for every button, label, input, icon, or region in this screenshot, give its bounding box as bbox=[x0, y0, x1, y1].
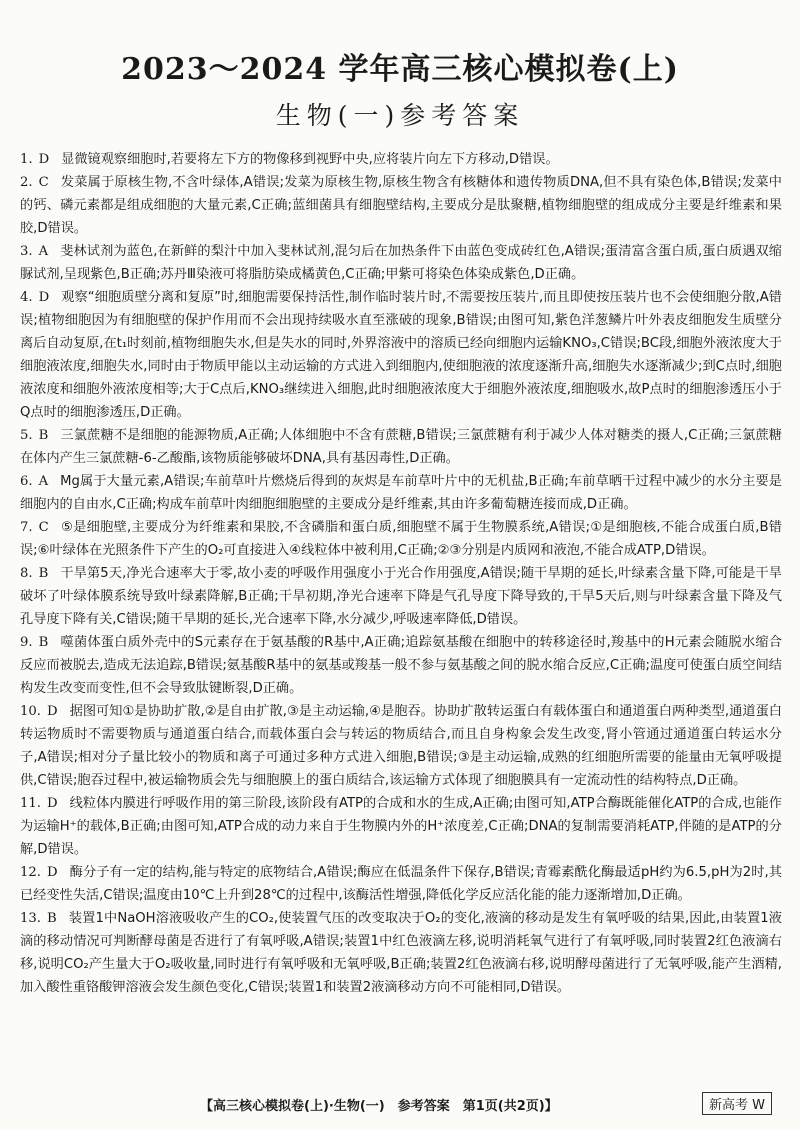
question-number: 7. bbox=[20, 520, 33, 535]
answer-choice: D bbox=[38, 290, 50, 305]
answer-choice: D bbox=[46, 704, 58, 719]
question-number: 9. bbox=[20, 635, 33, 650]
question-number: 1. bbox=[20, 152, 33, 167]
answer-choice: B bbox=[38, 428, 49, 443]
answer-explanation: 线粒体内膜进行呼吸作用的第三阶段,该阶段有ATP的合成和水的生成,A正确;由图可知,ATP合酶既能催化ATP的合成,也能作为运输H⁺的载体,B正确;由图可知,ATP合成的动力来自于生物膜内外的H⁺浓度差,C正确;DNA的复制需要消耗ATP,伴随的是ATP的分解,D错误。 bbox=[20, 796, 782, 857]
answer-choice: C bbox=[38, 520, 49, 535]
answer-list bbox=[20, 148, 782, 999]
answer-item bbox=[20, 631, 782, 700]
answer-explanation: 酶分子有一定的结构,能与特定的底物结合,A错误;酶应在低温条件下保存,B错误;青霉素酰化酶最适pH约为6.5,pH为2时,其已经变性失活,C错误;温度由10℃上升到28℃的过程中,该酶活性增强,降低化学反应活化能的能力逐渐增加,D正确。 bbox=[20, 865, 782, 903]
question-number: 6. bbox=[20, 474, 33, 489]
question-number: 11. bbox=[20, 796, 41, 811]
answer-item bbox=[20, 700, 782, 792]
answer-choice: C bbox=[38, 175, 49, 190]
answer-explanation: 发菜属于原核生物,不含叶绿体,A错误;发菜为原核生物,原核生物含有核糖体和遗传物质DNA,但不具有染色体,B错误;发菜中的钙、磷元素都是组成细胞的大量元素,C正确;蓝细菌具有细胞壁结构,主要成分是肽聚糖,植物细胞壁的组成成分主要是纤维素和果胶,D错误。 bbox=[20, 175, 782, 236]
answer-choice: D bbox=[46, 796, 58, 811]
question-number: 4. bbox=[20, 290, 33, 305]
answer-explanation: 显微镜观察细胞时,若要将左下方的物像移到视野中央,应将装片向左下方移动,D错误。 bbox=[61, 152, 559, 167]
answer-item bbox=[20, 286, 782, 424]
answer-choice: B bbox=[46, 911, 57, 926]
answer-item bbox=[20, 240, 782, 286]
answer-choice: A bbox=[38, 474, 49, 489]
answer-explanation: 三氯蔗糖不是细胞的能源物质,A正确;人体细胞中不含有蔗糖,B错误;三氯蔗糖有利于减少人体对糖类的摄人,C正确;三氯蔗糖在体内产生三氯蔗糖-6-乙酸酯,该物质能够破坏DNA,具有基因毒性,D正确。 bbox=[20, 428, 782, 466]
answer-explanation: 据图可知①是协助扩散,②是自由扩散,③是主动运输,④是胞吞。协助扩散转运蛋白有载体蛋白和通道蛋白两种类型,通道蛋白转运物质时不需要物质与通道蛋白结合,而载体蛋白会与转运的物质结合,而且自身构象会发生改变,肾小管通过通道蛋白转运水分子,A错误;相对分子量比较小的物质和离子可通过多种方式进入细胞,B错误;③是主动运输,成熟的红细胞所需要的能量由无氧呼吸提供,C错误;胞吞过程中,被运输物质会先与细胞膜上的蛋白质结合,该运输方式体现了细胞膜具有一定流动性的结构特点,D正确。 bbox=[20, 704, 782, 788]
answer-choice: B bbox=[38, 635, 49, 650]
question-number: 12. bbox=[20, 865, 41, 880]
answer-item bbox=[20, 792, 782, 861]
answer-item bbox=[20, 424, 782, 470]
question-number: 8. bbox=[20, 566, 33, 581]
footer-text: 【高三核心模拟卷(上)·生物(一) 参考答案 第1页(共2页)】 bbox=[200, 1099, 558, 1114]
answer-item bbox=[20, 562, 782, 631]
answer-explanation: ⑤是细胞壁,主要成分为纤维素和果胶,不含磷脂和蛋白质,细胞壁不属于生物膜系统,A错误;①是细胞核,不能合成蛋白质,B错误;⑥叶绿体在光照条件下产生的O₂可直接进入④线粒体中被利用,C正确;②③分别是内质网和液泡,不能合成ATP,D错误。 bbox=[20, 520, 782, 558]
page-subtitle: 生物(一)参考答案 bbox=[275, 101, 525, 130]
answer-item bbox=[20, 171, 782, 240]
question-number: 13. bbox=[20, 911, 41, 926]
answer-item bbox=[20, 516, 782, 562]
answer-explanation: Mg属于大量元素,A错误;车前草叶片燃烧后得到的灰烬是车前草叶片中的无机盐,B正确;车前草晒干过程中减少的水分主要是细胞内的自由水,C正确;构成车前草叶肉细胞细胞壁的主要成分是纤维素,其由许多葡萄糖连接而成,D正确。 bbox=[20, 474, 782, 512]
question-number: 10. bbox=[20, 704, 41, 719]
question-number: 2. bbox=[20, 175, 33, 190]
answer-explanation: 噬菌体蛋白质外壳中的S元素存在于氨基酸的R基中,A正确;追踪氨基酸在细胞中的转移途径时,羧基中的H元素会随脱水缩合反应而被脱去,造成无法追踪,B错误;氨基酸R基中的氨基或羧基一般不参与氨基酸之间的脱水缩合反应,C正确;温度可使蛋白质空间结构发生改变而变性,但不会导致肽键断裂,D正确。 bbox=[20, 635, 782, 696]
answer-explanation: 装置1中NaOH溶液吸收产生的CO₂,使装置气压的改变取决于O₂的变化,液滴的移动是发生有氧呼吸的结果,因此,由装置1液滴的移动情况可判断酵母菌是否进行了有氧呼吸,A错误;装置1中红色液滴左移,说明消耗氧气进行了有氧呼吸,同时装置2红色液滴右移,说明CO₂产生量大于O₂吸收量,同时进行有氧呼吸和无氧呼吸,B正确;装置2红色液滴右移,说明酵母菌进行了无氧呼吸,能产生酒精,加入酸性重铬酸钾溶液会发生颜色变化,C错误;装置1和装置2液滴移动方向不可能相同,D错误。 bbox=[20, 911, 782, 995]
answer-choice: D bbox=[46, 865, 58, 880]
answer-explanation: 观察“细胞质壁分离和复原”时,细胞需要保持活性,制作临时装片时,不需要按压装片,而且即使按压装片也不会使细胞分散,A错误;植物细胞因为有细胞壁的保护作用而不会出现持续吸水直至涨破的现象,B错误;由图可知,紫色洋葱鳞片叶外表皮细胞发生质壁分离后自动复原,在t₁时刻前,植物细胞失水,但是失水的同时,外界溶液中的溶质已经向细胞内运输KNO₃,C错误;BC段,细胞外液浓度大于细胞液浓度,细胞失水,同时由于物质甲能以主动运输的方式进入到细胞内,使细胞液的浓度逐渐升高,细胞失水逐渐减少;到C点时,细胞液浓度和细胞外液浓度相等;大于C点后,KNO₃继续进入细胞,此时细胞液浓度大于细胞外液浓度,细胞吸水,故P点时的细胞渗透压小于Q点时的细胞渗透压,D正确。 bbox=[20, 290, 782, 420]
answer-item bbox=[20, 907, 782, 999]
answer-item bbox=[20, 861, 782, 907]
answer-choice: B bbox=[38, 566, 49, 581]
page-footer bbox=[0, 1092, 800, 1116]
answer-item bbox=[20, 148, 782, 171]
question-number: 5. bbox=[20, 428, 33, 443]
answer-explanation: 干旱第5天,净光合速率大于零,故小麦的呼吸作用强度小于光合作用强度,A错误;随干旱期的延长,叶绿素含量下降,可能是干旱破坏了叶绿体膜系统导致叶绿素降解,B正确;干旱初期,净光合速率下降是气孔导度下降导致的,干旱5天后,则与叶绿素含量下降及气孔导度下降有关,C错误;随干旱期的延长,光合速率下降,水分减少,呼吸速率降低,D错误。 bbox=[20, 566, 782, 627]
answer-choice: A bbox=[38, 244, 49, 259]
edition-badge: 新高考 W bbox=[702, 1092, 772, 1115]
question-number: 3. bbox=[20, 244, 33, 259]
answer-choice: D bbox=[38, 152, 50, 167]
answer-explanation: 斐林试剂为蓝色,在新鲜的梨汁中加入斐林试剂,混匀后在加热条件下由蓝色变成砖红色,A错误;蛋清富含蛋白质,蛋白质遇双缩脲试剂,呈现紫色,B正确;苏丹Ⅲ染液可将脂肪染成橘黄色,C正确;甲紫可将染色体染成紫色,D正确。 bbox=[20, 244, 782, 282]
answer-item bbox=[20, 470, 782, 516]
page-title: 2023～2024 学年高三核心模拟卷(上) bbox=[121, 52, 679, 87]
